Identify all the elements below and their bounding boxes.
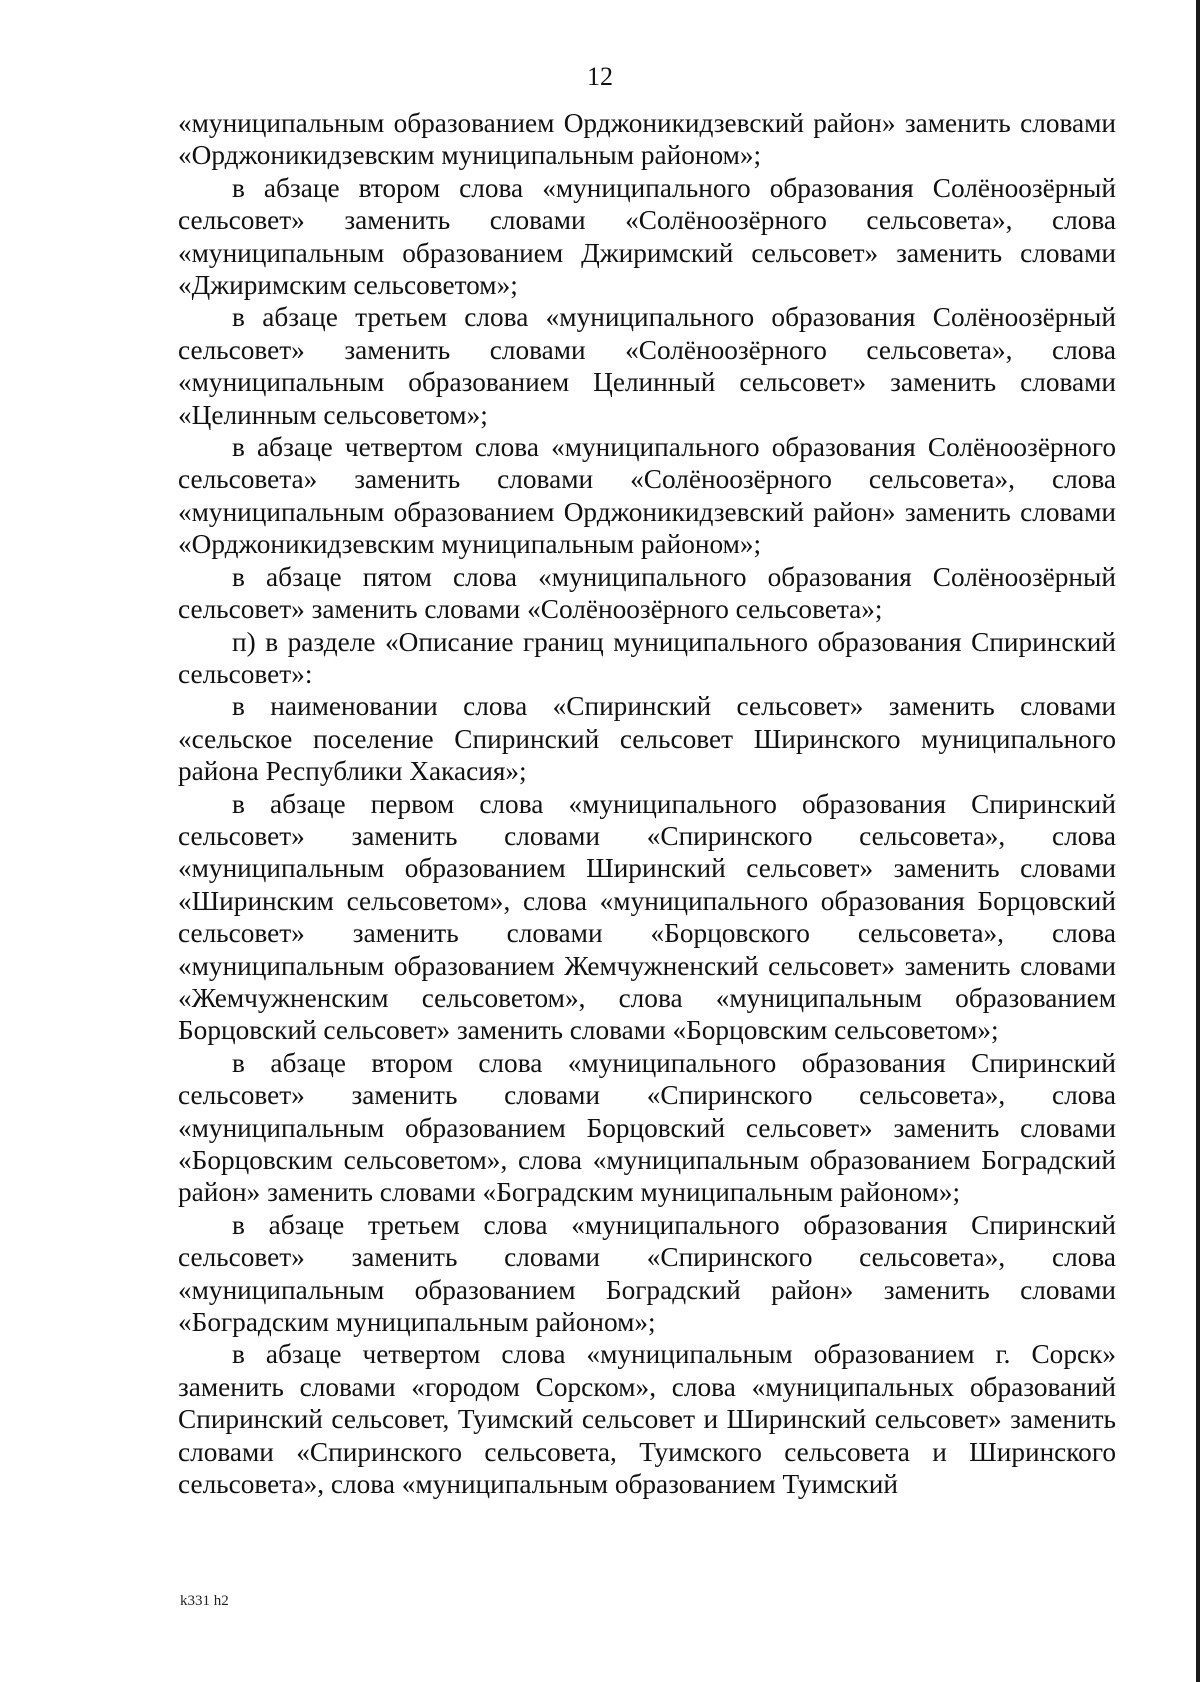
paragraph: в абзаце четвертом слова «муниципального образования Солёноозёрного сельсовета» заменить словами «Солёноозёрного сельсовета», слова «муниципальным образованием Орджоникидзевский район» заменить словами «Орджоникидзевским муниципальным районом»; [178, 432, 1116, 560]
paragraph: в абзаце пятом слова «муниципального образования Солёноозёрный сельсовет» заменить словами «Солёноозёрного сельсовета»; [178, 561, 1116, 625]
section-heading-paragraph: п) в разделе «Описание границ муниципального образования Спиринский сельсовет»: [178, 626, 1116, 689]
document-body [178, 107, 1116, 1500]
paragraph: «муниципальным образованием Орджоникидзевский район» заменить словами «Орджоникидзевским муниципальным районом»; [178, 108, 1116, 171]
paragraph: в абзаце четвертом слова «муниципальным образованием г. Сорск» заменить словами «городом Сорском», слова «муниципальных образований Спиринский сельсовет, Туимский сельсовет и Ширинский сельсовет» заменить словами «Спиринского сельсовета, Туимского сельсовета и Ширинского сельсовета», слова «муниципальным образованием Туимский [178, 1339, 1116, 1500]
paragraph: в абзаце втором слова «муниципального образования Спиринский сельсовет» заменить словами «Спиринского сельсовета», слова «муниципальным образованием Борцовский сельсовет» заменить словами «Борцовским сельсоветом», слова «муниципальным образованием Боградский район» заменить словами «Боградским муниципальным районом»; [178, 1047, 1116, 1208]
paragraph: в абзаце третьем слова «муниципального образования Солёноозёрный сельсовет» заменить словами «Солёноозёрного сельсовета», слова «муниципальным образованием Целинный сельсовет» заменить словами «Целинным сельсоветом»; [178, 302, 1116, 430]
paragraph: в абзаце втором слова «муниципального образования Солёноозёрный сельсовет» заменить словами «Солёноозёрного сельсовета», слова «муниципальным образованием Джиримский сельсовет» заменить словами «Джиримским сельсоветом»; [178, 172, 1116, 301]
document-code: k331 h2 [180, 1593, 229, 1609]
paragraph: в наименовании слова «Спиринский сельсовет» заменить словами «сельское поселение Спиринский сельсовет Ширинского муниципального района Республики Хакасия»; [178, 691, 1116, 787]
paragraph: в абзаце первом слова «муниципального образования Спиринский сельсовет» заменить словами «Спиринского сельсовета», слова «муниципальным образованием Ширинский сельсовет» заменить словами «Ширинским сельсоветом», слова «муниципального образования Борцовский сельсовет» заменить словами «Борцовского сельсовета», слова «муниципальным образованием Жемчужненский сельсовет» заменить словами «Жемчужненским сельсоветом», слова «муниципальным образованием Борцовский сельсовет» заменить словами «Борцовским сельсоветом»; [178, 788, 1116, 1046]
page-number: 12 [587, 62, 613, 91]
paragraph: в абзаце третьем слова «муниципального образования Спиринский сельсовет» заменить словами «Спиринского сельсовета», слова «муниципальным образованием Боградский район» заменить словами «Боградским муниципальным районом»; [178, 1209, 1116, 1338]
